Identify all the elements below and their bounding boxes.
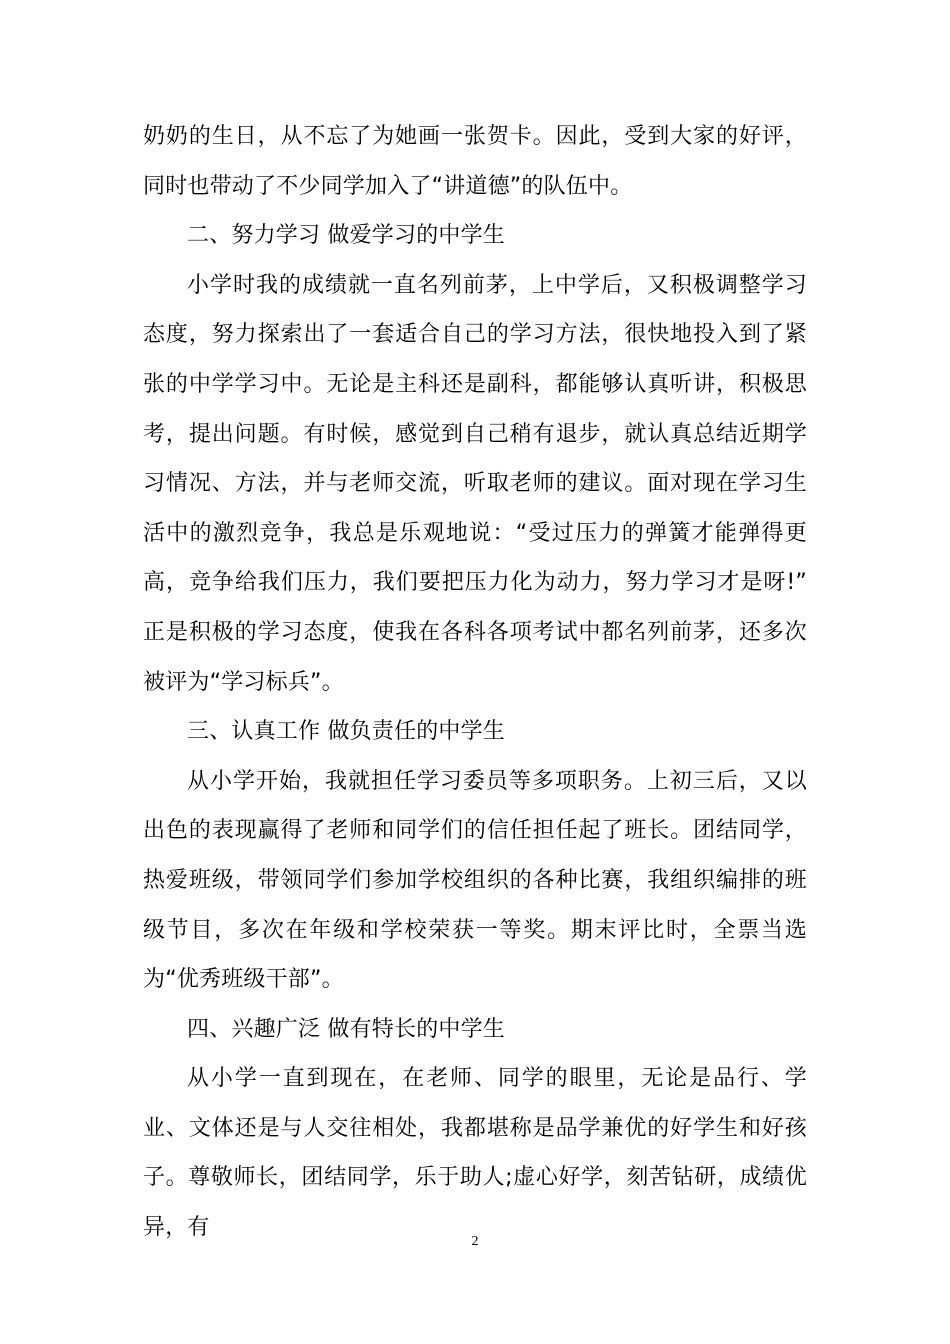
section-heading-study: 二、努力学习 做爱学习的中学生 xyxy=(187,223,505,249)
body-text xyxy=(143,112,807,1253)
section-heading-interests: 四、兴趣广泛 做有特长的中学生 xyxy=(187,1016,505,1042)
paragraph-work: 从小学开始，我就担任学习委员等多项职务。上初三后，又以出色的表现赢得了老师和同学们的信任担任起了班长。团结同学，热爱班级，带领同学们参加学校组织的各种比赛，我组织编排的班级节目，多次在年级和学校荣获一等奖。期末评比时，全票当选为“优秀班级干部”。 xyxy=(143,768,807,993)
page-number: 2 xyxy=(471,1234,479,1249)
paragraph-study: 小学时我的成绩就一直名列前茅，上中学后，又积极调整学习态度，努力探索出了一套适合自己的学习方法，很快地投入到了紧张的中学学习中。无论是主科还是副科，都能够认真听讲，积极思考，提出问题。有时候，感觉到自己稍有退步，就认真总结近期学习情况、方法，并与老师交流，听取老师的建议。面对现在学习生活中的激烈竞争，我总是乐观地说：“受过压力的弹簧才能弹得更高，竞争给我们压力，我们要把压力化为动力，努力学习才是呀!” 正是积极的学习态度，使我在各科各项考试中都名列前茅，还多次被评为“学习标兵”。 xyxy=(143,272,807,695)
paragraph-interests: 从小学一直到现在，在老师、同学的眼里，无论是品行、学业、文体还是与人交往相处，我都堪称是品学兼优的好学生和好孩子。尊敬师长，团结同学，乐于助人;虚心好学，刻苦钻研，成绩优异，有 xyxy=(143,1066,807,1241)
section-heading-work: 三、认真工作 做负责任的中学生 xyxy=(187,719,505,745)
paragraph-continuation: 奶奶的生日，从不忘了为她画一张贺卡。因此，受到大家的好评，同时也带动了不少同学加入了“讲道德”的队伍中。 xyxy=(143,124,807,199)
